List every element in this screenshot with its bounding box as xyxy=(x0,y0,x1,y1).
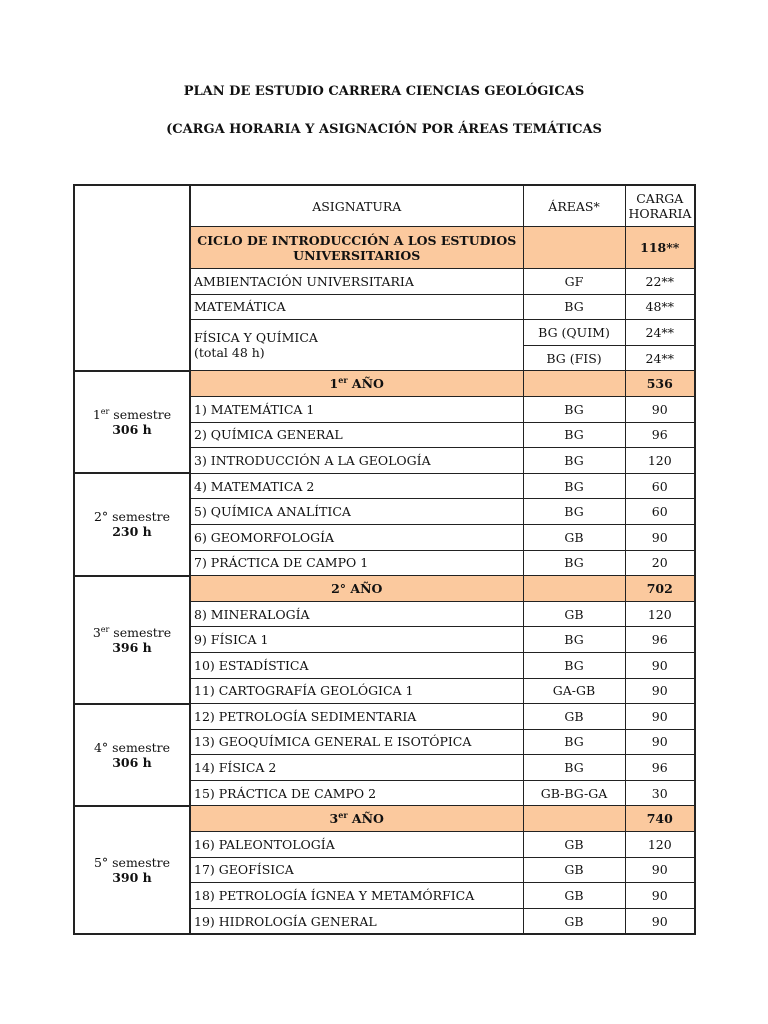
subject-name: 4) MATEMATICA 2 xyxy=(190,473,523,499)
header-carga: CARGA HORARIA xyxy=(625,185,695,227)
subject-area: BG (QUIM) xyxy=(523,320,625,346)
semester-cell xyxy=(74,576,190,704)
subject-area: GB xyxy=(523,908,625,934)
intro-cycle-empty-cell xyxy=(74,185,190,371)
header-areas: ÁREAS* xyxy=(523,185,625,227)
subject-hours: 30 xyxy=(625,780,695,806)
year-label: 1er AÑO xyxy=(190,371,523,397)
semester-hours: 306 h xyxy=(112,422,152,438)
subject-name: 19) HIDROLOGÍA GENERAL xyxy=(190,908,523,934)
subject-area: GB xyxy=(523,883,625,909)
semester-label: 1er semestre xyxy=(92,406,172,423)
study-plan-table xyxy=(73,184,696,935)
subject-area: GB xyxy=(523,601,625,627)
subject-hours: 120 xyxy=(625,832,695,858)
subject-name: 6) GEOMORFOLOGÍA xyxy=(190,524,523,550)
subject-area: BG xyxy=(523,422,625,448)
semester-hours: 306 h xyxy=(112,754,152,770)
year-total: 536 xyxy=(625,371,695,397)
subject-area: BG xyxy=(523,499,625,525)
subject-name: 8) MINERALOGÍA xyxy=(190,601,523,627)
subject-area: BG xyxy=(523,448,625,474)
semester-label: 5° semestre xyxy=(93,855,171,871)
year-total: 702 xyxy=(625,576,695,602)
year-row xyxy=(74,576,695,602)
subject-name: 18) PETROLOGÍA ÍGNEA Y METAMÓRFICA xyxy=(190,883,523,909)
semester-hours: 230 h xyxy=(112,524,152,540)
subject-area: GF xyxy=(523,269,625,295)
subject-area: BG xyxy=(523,396,625,422)
year-total: 740 xyxy=(625,806,695,832)
subject-hours: 90 xyxy=(625,883,695,909)
subject-area: GB xyxy=(523,524,625,550)
subject-name: 1) MATEMÁTICA 1 xyxy=(190,396,523,422)
subject-hours: 60 xyxy=(625,473,695,499)
subject-hours: 90 xyxy=(625,908,695,934)
subject-hours: 96 xyxy=(625,422,695,448)
subject-hours: 90 xyxy=(625,729,695,755)
subject-name: 17) GEOFÍSICA xyxy=(190,857,523,883)
semester-cell xyxy=(74,806,190,934)
subject-area: BG xyxy=(523,627,625,653)
semester-hours: 396 h xyxy=(112,639,152,655)
subject-area: GB xyxy=(523,857,625,883)
subject-name: 5) QUÍMICA ANALÍTICA xyxy=(190,499,523,525)
subject-hours: 90 xyxy=(625,857,695,883)
year-label: 2° AÑO xyxy=(190,576,523,602)
subject-hours: 96 xyxy=(625,755,695,781)
document-subtitle: (CARGA HORARIA Y ASIGNACIÓN POR ÁREAS TEMÁTICAS xyxy=(166,122,602,137)
subject-name: AMBIENTACIÓN UNIVERSITARIA xyxy=(190,269,523,295)
semester-cell xyxy=(74,371,190,473)
table-header-row xyxy=(74,185,695,227)
subject-name: 2) QUÍMICA GENERAL xyxy=(190,422,523,448)
year-area xyxy=(523,576,625,602)
subject-area: GB xyxy=(523,704,625,730)
fq-name: FÍSICA Y QUÍMICA xyxy=(194,330,318,346)
subject-hours: 90 xyxy=(625,678,695,704)
subject-hours: 90 xyxy=(625,652,695,678)
subject-name: 9) FÍSICA 1 xyxy=(190,627,523,653)
subject-hours: 90 xyxy=(625,396,695,422)
subject-area: BG xyxy=(523,294,625,320)
subject-area: BG xyxy=(523,652,625,678)
semester-cell xyxy=(74,473,190,575)
subject-hours: 24** xyxy=(625,345,695,371)
subject-area: GB-BG-GA xyxy=(523,780,625,806)
subject-hours: 96 xyxy=(625,627,695,653)
intro-cycle-total: 118** xyxy=(625,227,695,269)
semester-label: 4° semestre xyxy=(93,739,171,755)
year-area xyxy=(523,806,625,832)
subject-name: MATEMÁTICA xyxy=(190,294,523,320)
year-area xyxy=(523,371,625,397)
year-row xyxy=(74,806,695,832)
subject-name: 11) CARTOGRAFÍA GEOLÓGICA 1 xyxy=(190,678,523,704)
subject-area: BG (FIS) xyxy=(523,345,625,371)
subject-area: GA-GB xyxy=(523,678,625,704)
subject-area: BG xyxy=(523,473,625,499)
header-asignatura: ASIGNATURA xyxy=(190,185,523,227)
semester-hours: 390 h xyxy=(112,870,152,886)
document-title: PLAN DE ESTUDIO CARRERA CIENCIAS GEOLÓGICAS xyxy=(183,84,585,99)
subject-hours: 120 xyxy=(625,448,695,474)
subject-name: 12) PETROLOGÍA SEDIMENTARIA xyxy=(190,704,523,730)
semester-cell xyxy=(74,704,190,806)
subject-hours: 48** xyxy=(625,294,695,320)
subject-name: 15) PRÁCTICA DE CAMPO 2 xyxy=(190,780,523,806)
intro-cycle-label: CICLO DE INTRODUCCIÓN A LOS ESTUDIOS UNIVERSITARIOS xyxy=(190,227,523,269)
subject-area: BG xyxy=(523,550,625,576)
subject-hours: 90 xyxy=(625,524,695,550)
subject-hours: 90 xyxy=(625,704,695,730)
table-row xyxy=(74,473,695,499)
subject-area: BG xyxy=(523,755,625,781)
subject-hours: 20 xyxy=(625,550,695,576)
subject-hours: 120 xyxy=(625,601,695,627)
subject-name: 14) FÍSICA 2 xyxy=(190,755,523,781)
fq-note: (total 48 h) xyxy=(194,345,265,361)
subject-hours: 60 xyxy=(625,499,695,525)
subject-name: 10) ESTADÍSTICA xyxy=(190,652,523,678)
table-row xyxy=(74,704,695,730)
subject-area: BG xyxy=(523,729,625,755)
year-row xyxy=(74,371,695,397)
subject-name: 3) INTRODUCCIÓN A LA GEOLOGÍA xyxy=(190,448,523,474)
subject-hours: 22** xyxy=(625,269,695,295)
year-label: 3er AÑO xyxy=(190,806,523,832)
subject-hours: 24** xyxy=(625,320,695,346)
intro-cycle-area xyxy=(523,227,625,269)
subject-name: 16) PALEONTOLOGÍA xyxy=(190,832,523,858)
subject-name: 13) GEOQUÍMICA GENERAL E ISOTÓPICA xyxy=(190,729,523,755)
subject-name: 7) PRÁCTICA DE CAMPO 1 xyxy=(190,550,523,576)
semester-label: 3er semestre xyxy=(92,624,172,640)
semester-label: 2° semestre xyxy=(93,509,171,525)
subject-area: GB xyxy=(523,832,625,858)
subject-name xyxy=(190,320,523,371)
